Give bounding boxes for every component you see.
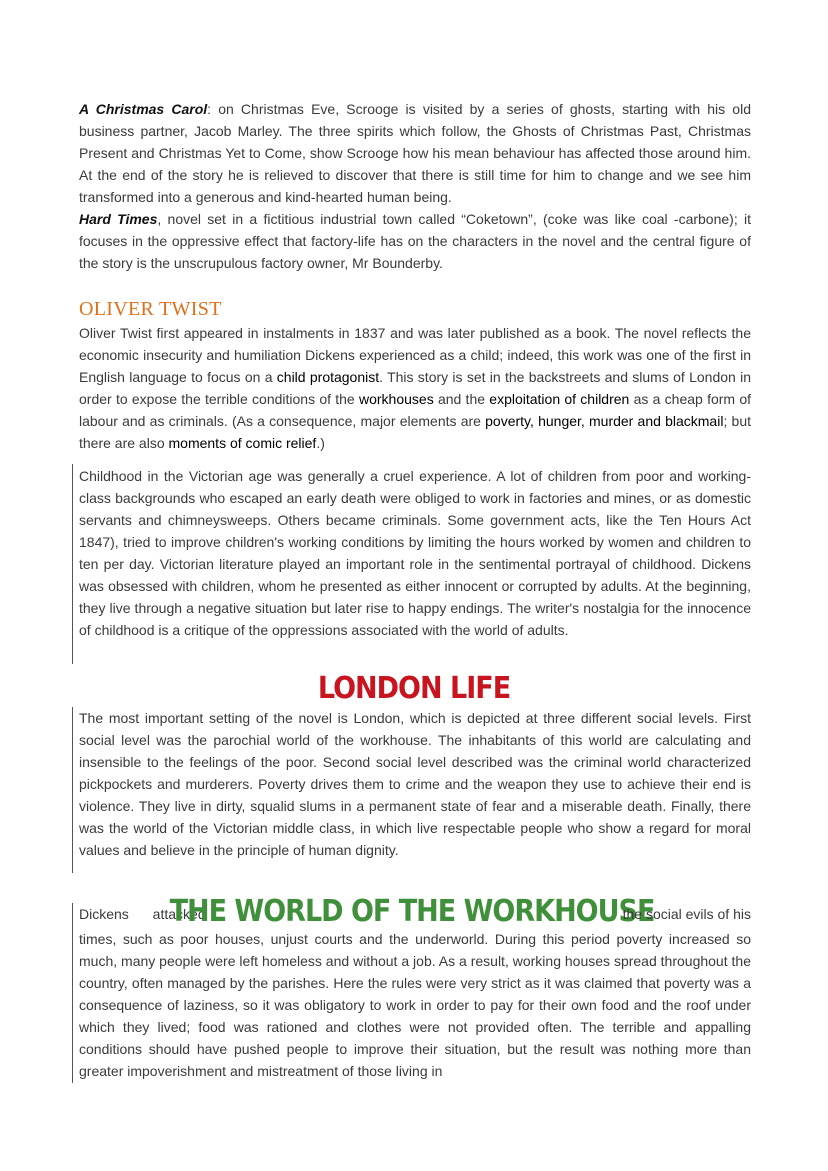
childhood-margin-rule [72,464,73,664]
oliver-text-2: . This story is set in the backstreets and slums of London in order to expose the terrible conditions of the [79,369,751,407]
workhouse-lead-text: Dickens attacked [79,906,206,922]
workhouse-block [79,928,751,1082]
keyword-comic-relief: moments of comic relief [168,435,317,451]
christmas-carol-paragraph [79,98,751,208]
hard-times-title: Hard Times [79,211,158,227]
keyword-workhouses: workhouses [358,391,434,407]
london-block [79,707,751,861]
london-life-title: LONDON LIFE [317,671,511,706]
oliver-text-6: .) [316,435,325,451]
hard-times-text: , novel set in a fictitious industrial town called “Coketown”, (coke was like coal -carbone); it focuses in the oppressive effect that factory-life has on the characters in the novel and the central figure of the story is the unscrupulous factory owner, Mr Bounderby. [79,211,751,271]
christmas-carol-text: : on Christmas Eve, Scrooge is visited by a series of ghosts, starting with his old business partner, Jacob Marley. The three spirits which follow, the Ghosts of Christmas Past, Christmas Present and Christmas Yet to Come, show Scrooge how his mean behaviour has affected those around him. At the end of the story he is relieved to discover that there is still time for him to change and we see him transformed into a generous and kind-hearted human being. [79,101,751,205]
childhood-paragraph: Childhood in the Victorian age was generally a cruel experience. A lot of children from poor and working-class backgrounds who escaped an early death were obliged to work in factories and mines, or as domestic servants and chimneysweeps. Others became criminals. Some government acts, like the Ten Hours Act 1847), tried to improve children's working conditions by limiting the hours worked by women and children to ten per day. Victorian literature played an important role in the sentimental portrayal of childhood. Dickens was obsessed with children, whom he presented as either innocent or corrupted by adults. At the beginning, they live through a negative situation but later rise to happy endings. The writer's nostalgia for the innocence of childhood is a critique of the oppressions associated with the world of adults. [79,468,751,638]
workhouse-paragraph: times, such as poor houses, unjust courts and the underworld. During this period poverty increased so much, many people were left homeless and without a job. As a result, working houses spread throughout the country, often managed by the parishes. Here the rules were very strict as it was claimed that poverty was a consequence of laziness, so it was obligatory to work in order to pay for their own food and the roof under which they lived; food was rationed and clothes were not provided often. The terrible and appalling conditions should have pushed people to improve their situation, but the result was nothing more than greater impoverishment and mistreatment of those living in [79,931,751,1079]
oliver-text-5: ; but there are also [79,413,751,451]
oliver-twist-heading: OLIVER TWIST [79,298,222,320]
hard-times-paragraph [79,208,751,274]
oliver-text-3: and the [433,391,490,407]
london-margin-rule [72,707,73,873]
keyword-child-protagonist: child protagonist [276,369,380,385]
workhouse-title-line [79,892,751,930]
workhouse-margin-rule [72,903,73,1083]
london-paragraph: The most important setting of the novel is London, which is depicted at three different social levels. First social level was the parochial world of the workhouse. The inhabitants of this world are calculating and insensible to the feelings of the poor. Second social level described was the criminal world characterized pickpockets and murderers. Poverty drives them to crime and the weapon they use to achieve their end is violence. They live in dirty, squalid slums in a permanent state of fear and a miserable death. Finally, there was the world of the Victorian middle class, in which live respectable people who show a regard for moral values and believe in the principle of human dignity. [79,710,751,858]
keyword-poverty: poverty, hunger, murder and blackmail [485,413,724,429]
oliver-text-4: as a cheap form of labour and as criminals. (As a consequence, major elements are [79,391,751,429]
oliver-text-1: Oliver Twist first appeared in instalments in 1837 and was later published as a book. The novel reflects the economic insecurity and humiliation Dickens experienced as a child; indeed, this work was one of the first in English language to focus on a [79,325,751,385]
keyword-exploitation: exploitation of children [489,391,630,407]
world-of-the-workhouse-title: THE WORLD OF THE WORKHOUSE [169,893,655,929]
oliver-twist-block [79,322,751,454]
workhouse-trail-text: the social evils of his [622,906,751,922]
childhood-block [79,465,751,641]
christmas-carol-title: A Christmas Carol [79,101,208,117]
intro-block [79,98,751,274]
oliver-twist-paragraph [79,322,751,454]
